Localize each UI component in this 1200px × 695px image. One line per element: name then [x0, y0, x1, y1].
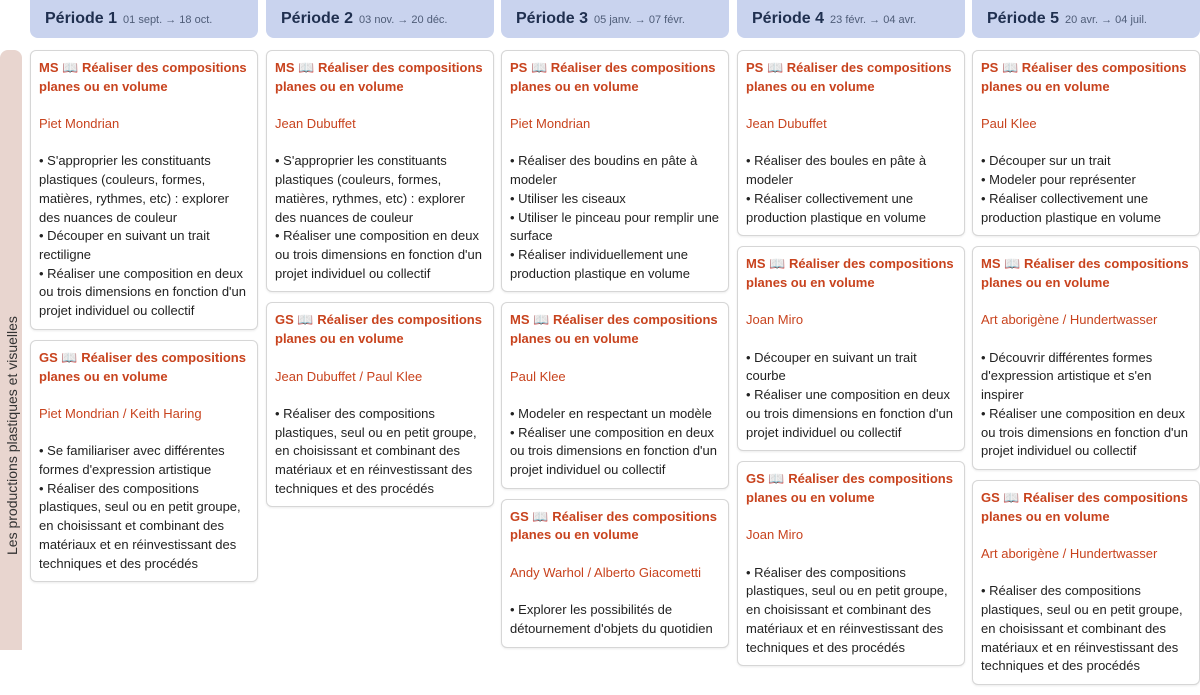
- period-column: [737, 50, 965, 676]
- artist-reference: Art aborigène / Hundertwasser: [981, 546, 1158, 562]
- skill-item: • Réaliser collectivement une production plastique en volume: [981, 190, 1161, 225]
- activity-card[interactable]: [501, 50, 729, 292]
- card-title: [510, 508, 720, 545]
- period-header-2[interactable]: [266, 0, 494, 38]
- level-badge: PS: [510, 60, 528, 75]
- skills-list: [275, 405, 485, 499]
- skill-item: • Découper sur un trait: [981, 153, 1111, 169]
- activity-title: Réaliser des compositions planes ou en volume: [981, 490, 1188, 524]
- book-icon: 📖: [530, 60, 548, 75]
- book-icon: 📖: [62, 60, 79, 75]
- period-header-1[interactable]: [30, 0, 258, 38]
- period-headers: [0, 0, 1200, 38]
- skills-list: [746, 349, 956, 443]
- skill-item: • Réaliser des boudins en pâte à modeler: [510, 153, 698, 188]
- period-header-3[interactable]: [501, 0, 729, 38]
- book-icon: 📖: [532, 508, 549, 524]
- level-badge: PS: [981, 60, 999, 75]
- activity-title: Réaliser des compositions planes ou en volume: [275, 312, 482, 347]
- skill-item: • Réaliser une composition en deux ou trois dimensions en fonction d'un projet individuel ou collectif: [39, 265, 246, 319]
- level-badge: MS: [746, 256, 766, 272]
- activity-card[interactable]: [737, 246, 965, 451]
- skills-list: [981, 582, 1191, 676]
- domain-label: Les productions plastiques et visuelles: [4, 316, 20, 555]
- period-column: [972, 50, 1200, 695]
- skill-item: • Réaliser individuellement une production plastique en volume: [510, 247, 690, 281]
- level-badge: MS: [981, 256, 1001, 272]
- activity-card[interactable]: [972, 50, 1200, 236]
- skill-item: • Réaliser une composition en deux ou trois dimensions en fonction d'un projet individuel ou collectif: [981, 405, 1188, 459]
- period-name: Période 1: [45, 10, 118, 27]
- artist-reference: Andy Warhol / Alberto Giacometti: [510, 564, 701, 580]
- period-column: [30, 50, 258, 592]
- artist-reference: Piet Mondrian / Keith Haring: [39, 405, 202, 421]
- book-icon: 📖: [768, 471, 785, 487]
- period-dates: 05 janv. → 07 févr.: [594, 14, 685, 26]
- skills-list: [981, 349, 1191, 461]
- period-name: Période 5: [987, 10, 1060, 27]
- artist-reference: Jean Dubuffet: [746, 116, 827, 132]
- skill-item: • Réaliser des boules en pâte à modeler: [746, 153, 927, 188]
- card-title: [39, 349, 249, 386]
- skill-item: • Utiliser les ciseaux: [510, 190, 626, 206]
- level-badge: GS: [746, 471, 765, 487]
- level-badge: GS: [39, 349, 58, 365]
- activity-card[interactable]: [972, 480, 1200, 685]
- activity-title: Réaliser des compositions planes ou en volume: [746, 471, 953, 505]
- card-title: [746, 255, 956, 292]
- activity-title: Réaliser des compositions planes ou en volume: [39, 349, 246, 384]
- activity-title: Réaliser des compositions planes ou en volume: [39, 60, 247, 94]
- artist-reference: Paul Klee: [981, 116, 1037, 132]
- skill-item: • Se familiariser avec différentes formes d'expression artistique: [39, 443, 225, 477]
- skill-item: • Utiliser le pinceau pour remplir une surface: [510, 209, 720, 244]
- activity-title: Réaliser des compositions planes ou en volume: [981, 60, 1187, 94]
- activity-title: Réaliser des compositions planes ou en volume: [510, 508, 717, 543]
- book-icon: 📖: [1001, 60, 1019, 75]
- activity-card[interactable]: [501, 499, 729, 648]
- skill-item: • Découper en suivant un trait courbe: [746, 349, 917, 384]
- activity-title: Réaliser des compositions planes ou en volume: [275, 60, 483, 94]
- skill-item: • Réaliser une composition en deux ou trois dimensions en fonction d'un projet individuel ou collectif: [746, 387, 953, 440]
- skills-list: [39, 442, 249, 573]
- level-badge: MS: [510, 312, 530, 328]
- card-title: [746, 59, 956, 96]
- activity-title: Réaliser des compositions planes ou en volume: [746, 60, 952, 94]
- artist-reference: Jean Dubuffet / Paul Klee: [275, 368, 423, 384]
- card-title: [981, 59, 1191, 96]
- level-badge: GS: [981, 490, 1000, 505]
- level-badge: GS: [275, 312, 294, 328]
- skill-item: • Réaliser une composition en deux ou trois dimensions en fonction d'un projet individuel ou collectif: [275, 228, 482, 281]
- period-column: [501, 50, 729, 658]
- artist-reference: Paul Klee: [510, 368, 566, 384]
- activity-card[interactable]: [30, 340, 258, 582]
- artist-reference: Art aborigène / Hundertwasser: [981, 312, 1158, 328]
- skill-item: • Réaliser des compositions plastiques, seul ou en petit groupe, en choisissant et combinant des matériaux et en réinvestissant des techniques et des procédés: [275, 405, 477, 496]
- activity-title: Réaliser des compositions planes ou en volume: [981, 256, 1189, 290]
- period-dates: 01 sept. → 18 oct.: [123, 14, 213, 26]
- activity-title: Réaliser des compositions planes ou en volume: [746, 256, 954, 290]
- domain-sidebar: [0, 50, 22, 650]
- period-dates: 03 nov. → 20 déc.: [359, 14, 448, 26]
- card-title: [510, 59, 720, 96]
- skills-list: [39, 152, 249, 320]
- card-title: [39, 59, 249, 96]
- activity-card[interactable]: [266, 50, 494, 292]
- card-title: [510, 311, 720, 348]
- level-badge: MS: [275, 60, 295, 75]
- skill-item: • Réaliser des compositions plastiques, seul ou en petit groupe, en choisissant et combinant des matériaux et en réinvestissant des techniques et des procédés: [39, 480, 241, 571]
- card-title: [275, 311, 485, 348]
- book-icon: 📖: [533, 312, 550, 328]
- book-icon: 📖: [61, 349, 78, 365]
- skill-item: • Réaliser collectivement une production plastique en volume: [746, 190, 926, 225]
- activity-title: Réaliser des compositions planes ou en volume: [510, 312, 718, 347]
- artist-reference: Joan Miro: [746, 527, 804, 543]
- book-icon: 📖: [297, 312, 314, 328]
- artist-reference: Piet Mondrian: [39, 116, 120, 132]
- period-column: [266, 50, 494, 517]
- skill-item: • Réaliser des compositions plastiques, seul ou en petit groupe, en choisissant et combinant des matériaux et en réinvestissant des techniques et des procédés: [981, 583, 1183, 674]
- artist-reference: Jean Dubuffet: [275, 116, 356, 132]
- book-icon: 📖: [1003, 490, 1020, 505]
- activity-title: Réaliser des compositions planes ou en volume: [510, 60, 716, 94]
- skill-item: • S'approprier les constituants plastiques (couleurs, formes, matières, rythmes, etc) : explorer des nuances de couleur: [39, 153, 229, 225]
- activity-card[interactable]: [737, 50, 965, 236]
- skills-list: [275, 152, 485, 283]
- card-title: [981, 255, 1191, 292]
- skills-list: [746, 564, 956, 658]
- skills-list: [746, 152, 956, 227]
- period-dates: 23 févr. → 04 avr.: [830, 14, 917, 26]
- level-badge: PS: [746, 60, 764, 75]
- skill-item: • Explorer les possibilités de détournement d'objets du quotidien: [510, 602, 713, 636]
- skills-list: [981, 152, 1191, 227]
- activity-card[interactable]: [737, 461, 965, 666]
- skills-list: [510, 601, 720, 638]
- activity-card[interactable]: [972, 246, 1200, 470]
- activity-card[interactable]: [30, 50, 258, 330]
- skills-list: [510, 152, 720, 283]
- period-header-5[interactable]: [972, 0, 1200, 38]
- book-icon: 📖: [769, 256, 786, 272]
- artist-reference: Piet Mondrian: [510, 116, 591, 132]
- period-dates: 20 avr. → 04 juil.: [1065, 14, 1147, 26]
- period-name: Période 3: [516, 10, 589, 27]
- card-title: [275, 59, 485, 96]
- skill-item: • Découvrir différentes formes d'expression artistique et s'en inspirer: [981, 349, 1153, 403]
- skill-item: • Modeler en respectant un modèle: [510, 405, 712, 421]
- level-badge: GS: [510, 508, 529, 524]
- card-title: [981, 489, 1191, 526]
- book-icon: 📖: [298, 60, 315, 75]
- book-icon: 📖: [766, 60, 784, 75]
- skill-item: • Réaliser des compositions plastiques, seul ou en petit groupe, en choisissant et combinant des matériaux et en réinvestissant des techniques et des procédés: [746, 564, 948, 655]
- skill-item: • Modeler pour représenter: [981, 172, 1136, 188]
- skills-list: [510, 405, 720, 480]
- period-name: Période 4: [752, 10, 825, 27]
- card-title: [746, 470, 956, 507]
- activity-card[interactable]: [501, 302, 729, 488]
- activity-card[interactable]: [266, 302, 494, 507]
- artist-reference: Joan Miro: [746, 312, 804, 328]
- book-icon: 📖: [1004, 256, 1021, 272]
- skill-item: • Découper en suivant un trait rectiligne: [39, 228, 210, 262]
- period-header-4[interactable]: [737, 0, 965, 38]
- level-badge: MS: [39, 60, 59, 75]
- period-name: Période 2: [281, 10, 354, 27]
- skill-item: • S'approprier les constituants plastiques (couleurs, formes, matières, rythmes, etc) : explorer des nuances de couleur: [275, 153, 465, 225]
- skill-item: • Réaliser une composition en deux ou trois dimensions en fonction d'un projet individuel ou collectif: [510, 424, 717, 477]
